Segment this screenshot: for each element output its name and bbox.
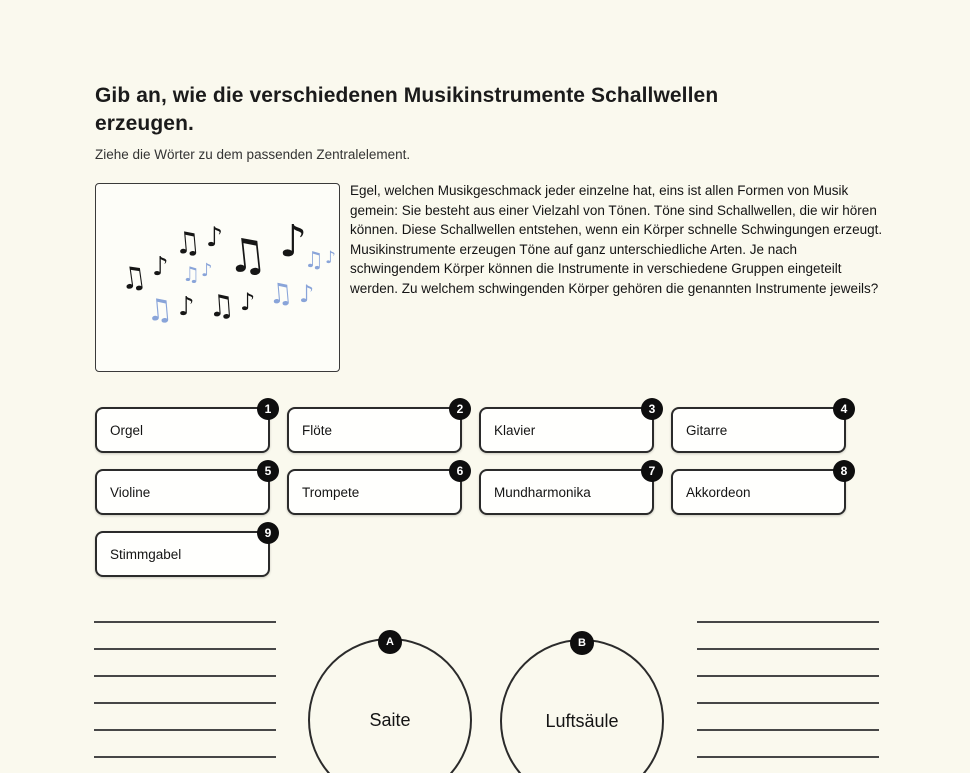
writing-line [94, 756, 276, 758]
word-card-mundharmonika[interactable] [479, 464, 656, 515]
word-card-grid [95, 402, 848, 577]
music-notes-image [95, 183, 340, 372]
music-note-icon: ♫ [172, 224, 203, 263]
word-card-gitarre[interactable] [671, 402, 848, 453]
writing-line [94, 621, 276, 623]
intro-text [350, 181, 890, 298]
music-note-icon: ♪ [240, 288, 256, 316]
instructions-text: Ziehe die Wörter zu dem passenden Zentralelement. [95, 147, 411, 162]
music-note-icon: ♫ [223, 225, 270, 285]
drop-target-luftsaeule[interactable] [500, 636, 664, 773]
word-label: Trompete [302, 484, 360, 500]
word-card-klavier[interactable] [479, 402, 656, 453]
word-number-badge: 9 [257, 522, 279, 544]
page-title: Gib an, wie die verschiedenen Musikinstrumente Schallwellen erzeugen. [95, 84, 719, 135]
writing-line [697, 702, 879, 704]
music-note-icon: ♪ [152, 252, 169, 282]
word-card-floete[interactable] [287, 402, 464, 453]
music-note-icon: ♪ [325, 248, 336, 268]
word-label: Orgel [110, 422, 144, 438]
writing-line [94, 648, 276, 650]
word-number-badge: 4 [833, 398, 855, 420]
writing-line [94, 675, 276, 677]
target-letter-badge: A [378, 630, 402, 654]
word-label: Violine [110, 484, 151, 500]
word-number-badge: 8 [833, 460, 855, 482]
writing-line [697, 729, 879, 731]
target-label: Saite [369, 709, 411, 730]
writing-line [697, 621, 879, 623]
target-label: Luftsäule [545, 710, 619, 731]
word-label: Flöte [302, 422, 333, 438]
target-letter-badge: B [570, 631, 594, 655]
music-note-icon: ♪ [279, 216, 308, 267]
word-number-badge: 3 [641, 398, 663, 420]
writing-line [697, 756, 879, 758]
answer-lines-left [94, 621, 276, 773]
music-note-icon: ♫ [304, 248, 324, 273]
word-card-violine[interactable] [95, 464, 272, 515]
word-card-trompete[interactable] [287, 464, 464, 515]
word-label: Stimmgabel [110, 546, 182, 562]
intro-paragraph-1: Egel, welchen Musikgeschmack jeder einzelne hat, eins ist allen Formen von Musik gemein: Sie besteht aus einer Vielzahl von Tönen. Töne sind Schallwellen, die wir hören können. Diese Schallwellen entstehen, wenn ein Körper schnelle Schwingungen erzeugt. [350, 183, 883, 237]
word-number-badge: 5 [257, 460, 279, 482]
word-label: Mundharmonika [494, 484, 591, 500]
music-note-icon: ♪ [178, 292, 195, 322]
word-number-badge: 2 [449, 398, 471, 420]
writing-line [697, 675, 879, 677]
music-note-icon: ♪ [299, 280, 315, 308]
answer-lines-right [697, 621, 879, 773]
music-note-icon: ♫ [206, 288, 237, 325]
music-note-icon: ♪ [201, 260, 213, 281]
word-number-badge: 1 [257, 398, 279, 420]
word-card-stimmgabel[interactable] [95, 526, 272, 577]
word-number-badge: 6 [449, 460, 471, 482]
word-label: Gitarre [686, 422, 728, 438]
word-number-badge: 7 [641, 460, 663, 482]
intro-paragraph-2: Musikinstrumente erzeugen Töne auf ganz unterschiedliche Arten. Je nach schwingendem Körper können die Instrumente in verschiedene Gruppen eingeteilt werden. Zu welchem schwingenden Körper gehören die genannten Instrumente jeweils? [350, 241, 879, 296]
music-note-icon: ♫ [182, 262, 200, 286]
music-note-icon: ♫ [117, 259, 150, 298]
writing-line [94, 729, 276, 731]
music-note-icon: ♫ [144, 291, 175, 330]
writing-line [697, 648, 879, 650]
word-card-orgel[interactable] [95, 402, 272, 453]
word-label: Klavier [494, 422, 536, 438]
music-note-icon: ♪ [206, 222, 224, 253]
writing-line [94, 702, 276, 704]
music-note-icon: ♫ [266, 275, 295, 312]
word-card-akkordeon[interactable] [671, 464, 848, 515]
drop-target-saite[interactable] [308, 635, 472, 773]
word-label: Akkordeon [686, 484, 751, 500]
